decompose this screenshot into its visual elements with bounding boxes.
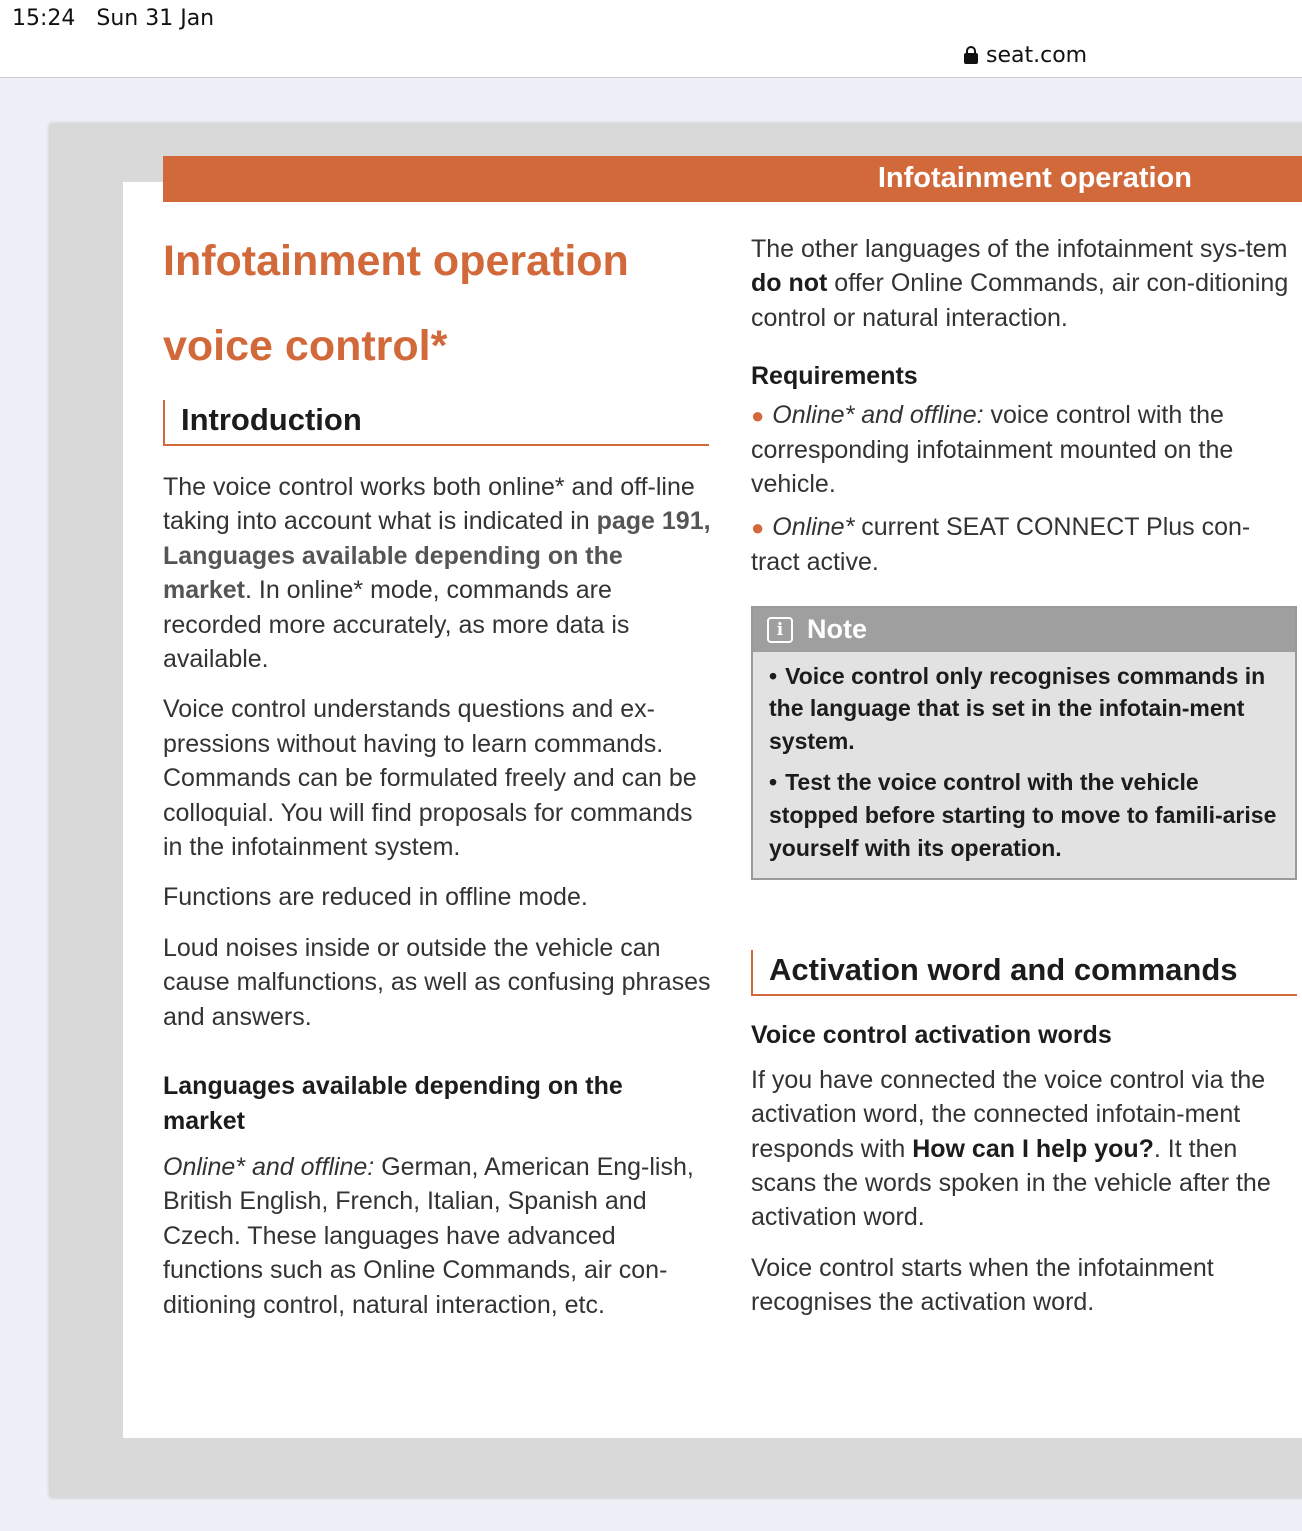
browser-status-bar xyxy=(0,0,1302,78)
languages-paragraph: Online* and offline: German, American Eng-lish, British English, French, Italian, Spanish and Czech. These languages have advanced functions such as Online Commands, air con-ditioning control, natural interaction, etc. xyxy=(163,1152,694,1319)
requirements-heading: Requirements xyxy=(751,362,918,391)
bullet-dot-icon: • xyxy=(769,769,778,796)
page-title-line1: Infotainment operation xyxy=(163,237,629,285)
languages-heading: Languages available depending on the market xyxy=(163,1072,623,1135)
bullet-dot-icon: ● xyxy=(751,514,765,540)
url-text[interactable]: seat.com xyxy=(986,42,1088,68)
note-item: • Voice control only recognises commands in the language that is set in the infotain-ment system. xyxy=(769,662,1266,755)
page-title-line2: voice control* xyxy=(163,322,448,370)
note-header xyxy=(753,608,1295,652)
introduction-heading: Introduction xyxy=(163,400,709,446)
intro-paragraph-3: Functions are reduced in offline mode. xyxy=(163,883,588,912)
page-header-bar xyxy=(163,156,1302,202)
bullet-dot-icon: ● xyxy=(751,402,765,428)
right-column xyxy=(751,232,1297,1320)
page-reference-link[interactable]: page 191, Languages available depending on the market xyxy=(163,507,711,605)
activation-paragraph-1: If you have connected the voice control via the activation word, the connected infotain-ment responds with How can I help you?. It then scans the words spoken in the vehicle after the activation word. xyxy=(751,1065,1271,1232)
activation-paragraph-2: Voice control starts when the infotainment recognises the activation word. xyxy=(751,1253,1214,1317)
page-header-title: Infotainment operation xyxy=(877,162,1192,194)
activation-words-heading: Voice control activation words xyxy=(751,1021,1112,1050)
note-title: Note xyxy=(807,614,867,645)
info-icon: i xyxy=(767,617,793,643)
address-bar[interactable] xyxy=(964,40,1087,70)
requirement-item: ● Online* current SEAT CONNECT Plus con-tract active. xyxy=(751,512,1251,577)
left-column xyxy=(163,232,711,1322)
note-box xyxy=(751,606,1297,881)
intro-paragraph-4: Loud noises inside or outside the vehicle can cause malfunctions, as well as confusing phrases and answers. xyxy=(163,933,711,1031)
intro-paragraph-2: Voice control understands questions and ex-pressions without having to learn commands. Commands can be formulated freely and can be colloquial. You will find proposals for commands in the infotainment system. xyxy=(163,695,697,862)
bullet-dot-icon: • xyxy=(769,662,778,689)
note-body xyxy=(753,652,1295,879)
status-time-date: 15:24 Sun 31 Jan xyxy=(12,6,215,31)
lock-icon xyxy=(964,46,978,64)
activation-heading: Activation word and commands xyxy=(751,950,1297,996)
requirement-item: ● Online* and offline: voice control with the corresponding infotainment mounted on the vehicle. xyxy=(751,400,1234,499)
other-languages-paragraph: The other languages of the infotainment sys-tem do not offer Online Commands, air con-ditioning control or natural interaction. xyxy=(751,235,1289,332)
intro-paragraph-1: The voice control works both online* and off-line taking into account what is indicated in page 191, Languages available depending on the market. In online* mode, commands are recorded more accurately, as more data is available. xyxy=(163,473,711,674)
note-item: • Test the voice control with the vehicle stopped before starting to move to famili-arise yourself with its operation. xyxy=(769,769,1277,861)
